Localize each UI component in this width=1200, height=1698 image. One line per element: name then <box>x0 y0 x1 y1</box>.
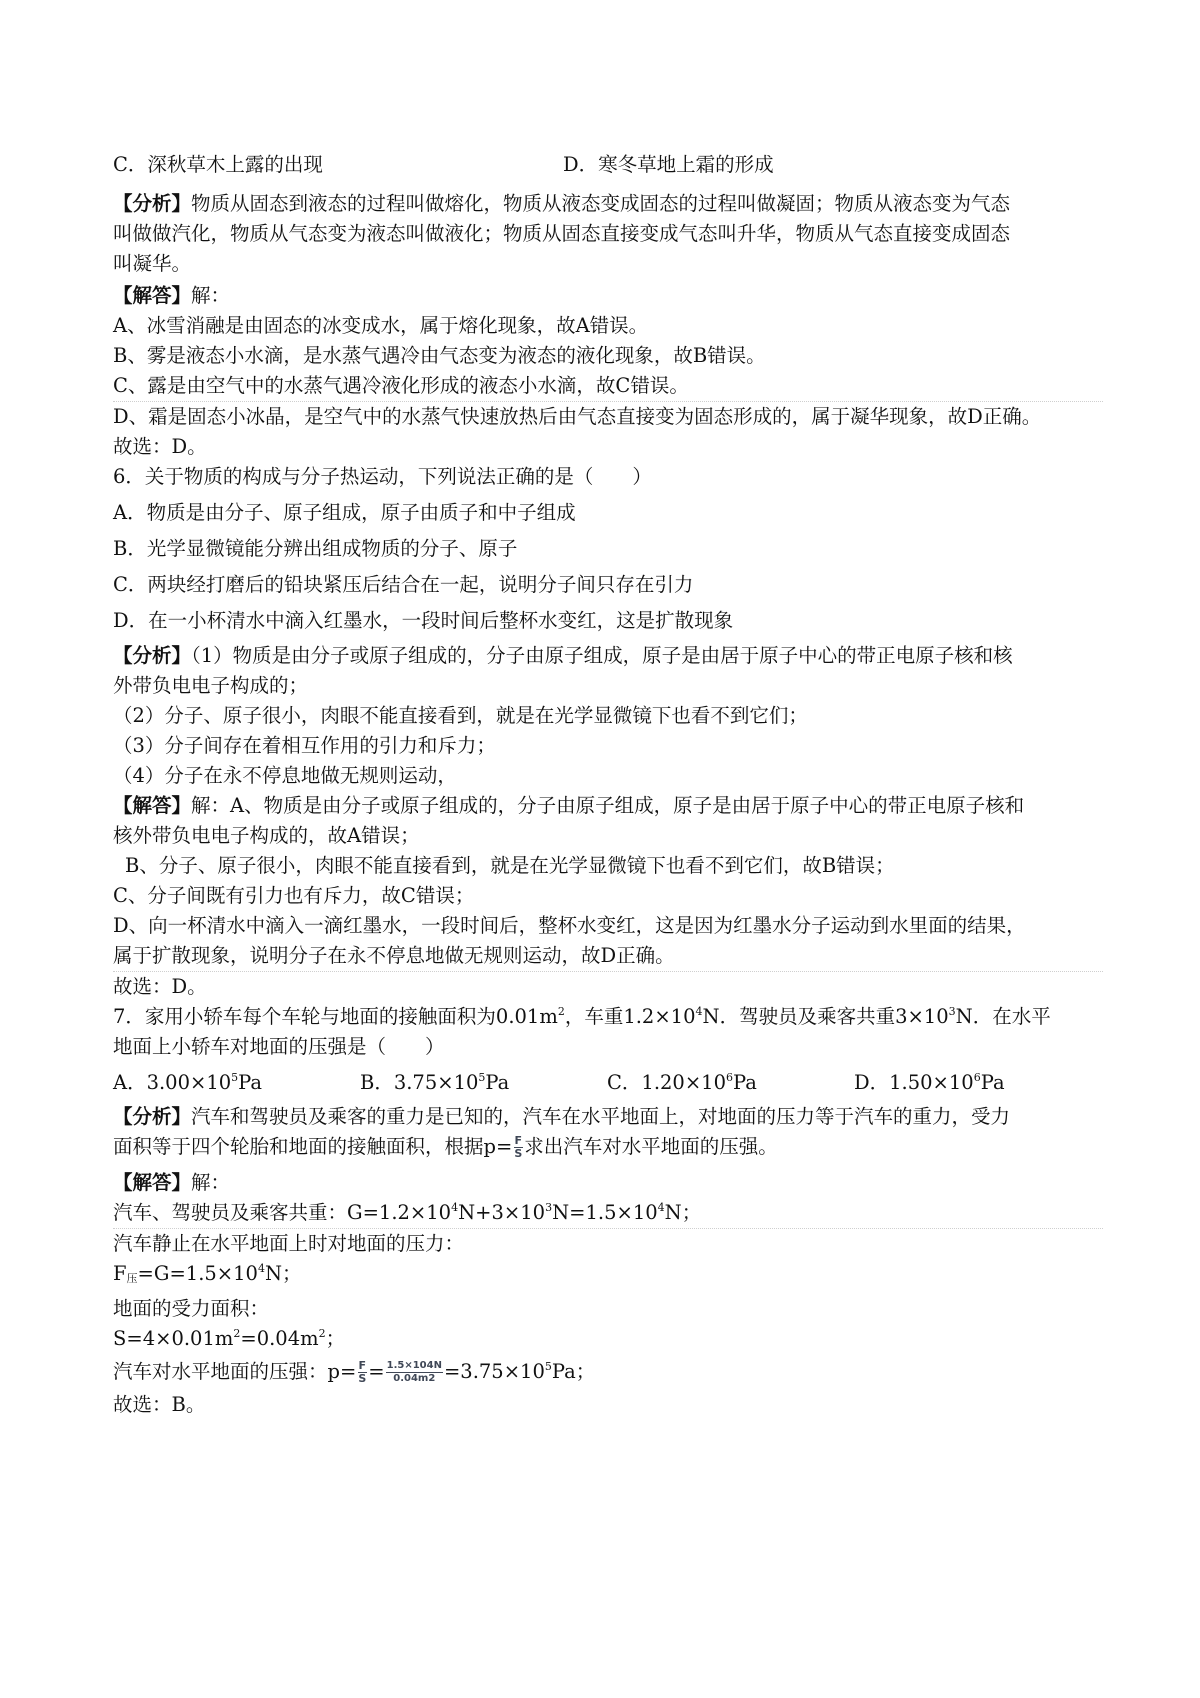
analysis-tag: 【分析】 <box>113 1105 192 1128</box>
q6-analysis-line: （3）分子间存在着相互作用的引力和斥力； <box>113 734 496 757</box>
q5-option-c: C．深秋草木上露的出现 <box>113 153 323 176</box>
q6-option-a: A．物质是由分子、原子组成，原子由质子和中子组成 <box>113 501 576 524</box>
q7-option-b: B．$3.75\times 10^5Pa$ <box>360 1071 510 1094</box>
q5-answer-heading: 【解答】解： <box>113 284 231 307</box>
q5-answer-line: B、雾是液态小水滴，是水蒸气遇冷由气态变为液态的液化现象，故B错误。 <box>113 344 766 367</box>
q5-answer-line: C、露是由空气中的水蒸气遇冷液化形成的液态小水滴，故C错误。 <box>113 371 1103 402</box>
q7-area-intro: 地面的受力面积： <box>113 1297 270 1320</box>
answer-tag: 【解答】 <box>113 1171 192 1194</box>
q5-analysis-line: 叫做做汽化，物质从气态变为液态叫做液化；物质从固态直接变成气态叫升华，物质从气态直接变成固态 <box>113 222 1011 245</box>
q6-answer-line: C、分子间既有引力也有斥力，故C错误； <box>113 884 475 907</box>
q6-option-b: B．光学显微镜能分辨出组成物质的分子、原子 <box>113 537 518 560</box>
q6-answer-line: 【解答】解：A、物质是由分子或原子组成的，分子由原子组成，原子是由居于原子中心的带正电原子核和 <box>113 794 1025 817</box>
answer-tag: 【解答】 <box>113 284 192 307</box>
q7-stem: 地面上小轿车对地面的压强是（ ） <box>113 1035 445 1058</box>
q7-analysis-line: 【分析】汽车和驾驶员及乘客的重力是已知的，汽车在水平地面上，对地面的压力等于汽车的重力，受力 <box>113 1105 1011 1128</box>
q7-options <box>113 1068 1103 1098</box>
q6-option-d: D．在一小杯清水中滴入红墨水，一段时间后整杯水变红，这是扩散现象 <box>113 609 734 632</box>
q7-weight-line: 汽车、驾驶员及乘客共重：$G=1.2\times 10^4N+3\times 10^3N=1.5\times 10^4N$； <box>113 1198 1103 1229</box>
fraction-formula: $\frac{F}{S}$ <box>358 1359 367 1385</box>
q7-option-c: C．$1.20\times 10^6Pa$ <box>607 1071 757 1094</box>
q6-option-c: C．两块经打磨后的铅块紧压后结合在一起，说明分子间只存在引力 <box>113 573 694 596</box>
q5-options-cd <box>113 150 1103 180</box>
analysis-tag: 【分析】 <box>113 644 192 667</box>
q7-option-a: A．$3.00\times 10^5Pa$ <box>113 1071 263 1094</box>
q7-pressure-intro: 汽车静止在水平地面上时对地面的压力： <box>113 1232 465 1255</box>
q6-stem: 6．关于物质的构成与分子热运动，下列说法正确的是（ ） <box>113 465 652 488</box>
q6-answer-line: D、向一杯清水中滴入一滴红墨水，一段时间后，整杯水变红，这是因为红墨水分子运动到水里面的结果， <box>113 914 1026 937</box>
q6-analysis-line: 【分析】（1）物质是由分子或原子组成的，分子由原子组成，原子是由居于原子中心的带正电原子核和核 <box>113 644 1013 667</box>
document-page <box>113 150 1103 1420</box>
q6-answer-line: 核外带负电电子构成的，故A错误； <box>113 824 420 847</box>
q5-answer-final: 故选：D。 <box>113 435 207 458</box>
analysis-tag: 【分析】 <box>113 192 192 215</box>
q5-analysis-line: 叫凝华。 <box>113 252 192 275</box>
q6-analysis-line: （2）分子、原子很小，肉眼不能直接看到，就是在光学显微镜下也看不到它们； <box>113 704 808 727</box>
q7-option-d: D．$1.50\times 10^6Pa$ <box>854 1071 1005 1094</box>
q7-answer-heading: 【解答】解： <box>113 1171 231 1194</box>
q6-answer-line: 属于扩散现象，说明分子在永不停息地做无规则运动，故D正确。 <box>113 941 1103 972</box>
q7-result-line: 汽车对水平地面的压强：p= $\frac{F}{S}$ = $\frac{1.5\times 104N}{0.04m2}$ $=3.75\times 10^5Pa$； <box>113 1359 596 1385</box>
q6-analysis-line: 外带负电电子构成的； <box>113 674 309 697</box>
fraction-formula: $\frac{1.5\times 104N}{0.04m2}$ <box>386 1360 442 1384</box>
fraction-formula: $\frac{F}{S}$ <box>514 1134 523 1160</box>
q5-option-d: D．寒冬草地上霜的形成 <box>563 153 774 176</box>
q5-answer-line: A、冰雪消融是由固态的冰变成水，属于熔化现象，故A错误。 <box>113 314 649 337</box>
q6-answer-final: 故选：D。 <box>113 975 207 998</box>
q7-analysis-line: 面积等于四个轮胎和地面的接触面积，根据p= $\frac{F}{S}$ 求出汽车对水平地面的压强。 <box>113 1134 778 1160</box>
q7-force-line: $F_压=G=1.5\times 10^4N$； <box>113 1262 302 1285</box>
answer-tag: 【解答】 <box>113 794 192 817</box>
q7-stem: 7．家用小轿车每个车轮与地面的接触面积为$0.01m^2$，车重$1.2\times 10^4N$．驾驶员及乘客共重$3\times 10^3N$．在水平 <box>113 1005 1051 1028</box>
q6-analysis-line: （4）分子在永不停息地做无规则运动， <box>113 764 457 787</box>
q5-analysis-line: 【分析】物质从固态到液态的过程叫做熔化，物质从液态变成固态的过程叫做凝固；物质从液态变为气态 <box>113 192 1011 215</box>
q6-answer-line: B、分子、原子很小，肉眼不能直接看到，就是在光学显微镜下也看不到它们，故B错误； <box>125 854 895 877</box>
q7-area-line: $S=4\times 0.01m^2=0.04m^2$； <box>113 1327 346 1350</box>
q5-answer-line: D、霜是固态小冰晶，是空气中的水蒸气快速放热后由气态直接变为固态形成的，属于凝华现象，故D正确。 <box>113 405 1042 428</box>
q7-answer-final: 故选：B。 <box>113 1393 206 1416</box>
